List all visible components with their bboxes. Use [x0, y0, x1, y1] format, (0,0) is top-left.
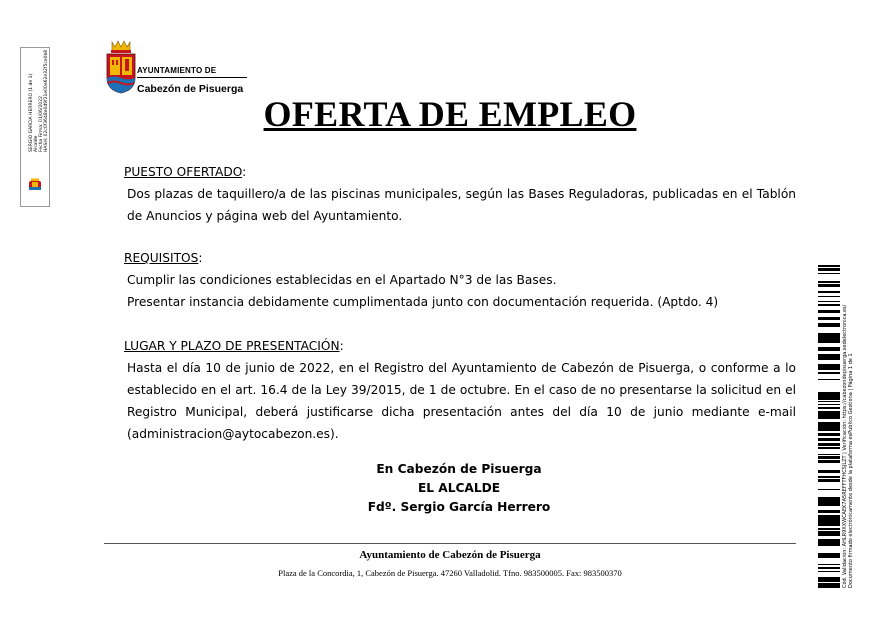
- barcode-bar: [818, 479, 840, 480]
- barcode-bar: [818, 553, 840, 555]
- requisito-item: Presentar instancia debidamente cumplimentada junto con documentación requerida. (Aptdo. 4): [127, 295, 719, 309]
- signature-line: Alcalde: [34, 135, 39, 152]
- barcode-bar: [818, 579, 840, 582]
- barcode-bar: [818, 325, 840, 327]
- section-heading-lugar: LUGAR Y PLAZO DE PRESENTACIÓN:: [124, 339, 344, 353]
- barcode-bar: [818, 541, 840, 544]
- barcode-bar: [818, 504, 840, 506]
- barcode-bar: [818, 518, 840, 521]
- barcode-bar: [818, 586, 840, 588]
- spacer: [124, 227, 796, 247]
- barcode-bar: [818, 367, 840, 369]
- barcode-bar: [818, 433, 840, 436]
- signoff-block: [0, 460, 877, 517]
- barcode-bar: [818, 310, 840, 313]
- heading-text: PUESTO OFERTADO: [124, 165, 243, 179]
- barcode-bar: [818, 395, 840, 397]
- barcode-bar: [818, 270, 840, 271]
- footer-organization: Ayuntamiento de Cabezón de Pisuerga: [359, 549, 541, 561]
- barcode-bar: [818, 401, 840, 402]
- section-heading-requisitos: REQUISITOS:: [124, 251, 203, 265]
- barcode-bar: [818, 350, 840, 351]
- validation-line: Documento firmado electrónicamente desde la plataforma esPublico Gestiona | Página 1 de 1: [848, 353, 854, 588]
- barcode-bar: [818, 268, 840, 270]
- barcode-bar: [818, 347, 840, 350]
- barcode-bar: [818, 429, 840, 431]
- barcode-bar: [818, 323, 840, 325]
- barcode-bar: [818, 284, 840, 287]
- barcode-bar: [818, 534, 840, 536]
- barcode-bar: [818, 372, 840, 374]
- page-title: OFERTA DE EMPLEO: [263, 94, 637, 134]
- barcode-bar: [818, 447, 840, 449]
- barcode-bar: [818, 359, 840, 360]
- validation-line: Cód. Validación: AHLR9XXWCAEK7A5REFFTFHCSJLZT | Verificación: https://cabezondepisuerga.sedelectronica.es/: [842, 304, 848, 588]
- barcode-bar: [818, 427, 840, 429]
- lugar-text: Hasta el día 10 de junio de 2022, en el Registro del Ayuntamiento de Cabezón de Pisuerga, o conforme a lo establecido en el art. 16.4 de la Ley 39/2015, de 1 de octubre. En el caso de no presentarse la solicitud en el Registro Municipal, deberá justificarse dicha presentación antes del día 10 de junio mediante e-mail (administracion@aytocabezon.es).: [127, 361, 796, 441]
- barcode-bar: [818, 355, 840, 357]
- municipal-logo: [104, 38, 254, 98]
- barcode-bar: [818, 397, 840, 400]
- spacer: [124, 313, 796, 335]
- heading-text: REQUISITOS: [124, 251, 199, 265]
- barcode-bar: [818, 564, 840, 565]
- barcode-bar: [818, 417, 840, 419]
- barcode-bar: [818, 522, 840, 523]
- barcode-bar: [818, 523, 840, 526]
- barcode-bar: [818, 500, 840, 501]
- barcode-bar: [818, 412, 840, 414]
- barcode-bar: [818, 301, 840, 302]
- barcode-bar: [818, 369, 840, 370]
- barcode-bar: [818, 407, 840, 409]
- barcode-bar: [818, 462, 840, 463]
- barcode-bar: [818, 281, 840, 283]
- barcode-bar: [818, 511, 840, 513]
- barcode-bar: [818, 340, 840, 343]
- barcode-bar: [818, 393, 840, 395]
- heading-text: LUGAR Y PLAZO DE PRESENTACIÓN: [124, 339, 340, 353]
- barcode-bar: [818, 337, 840, 340]
- barcode-bar: [818, 577, 840, 579]
- barcode-bar: [818, 555, 840, 558]
- barcode-bar: [818, 443, 840, 446]
- requisito-item: Cumplir las condiciones establecidas en el Apartado N°3 de las Bases.: [127, 273, 557, 287]
- barcode-bar: [818, 357, 840, 359]
- barcode-bar: [818, 515, 840, 518]
- signature-line: SERGIO GARCIA HERRERO (1 de 1): [29, 73, 34, 152]
- signoff-name: Fdº. Sergio García Herrero: [367, 500, 551, 514]
- barcode-bar: [818, 461, 840, 462]
- barcode-bar: [818, 333, 840, 334]
- section-heading-puesto: PUESTO OFERTADO:: [124, 165, 247, 179]
- barcode-bar: [818, 296, 840, 297]
- logo-line-2: Cabezón de Pisuerga: [137, 83, 244, 95]
- barcode-bar: [818, 476, 840, 478]
- barcode-bar: [818, 392, 840, 393]
- barcode-bar: [818, 501, 840, 504]
- barcode-bar: [818, 583, 840, 586]
- logo-line-1: AYUNTAMIENTO DE: [137, 66, 217, 75]
- barcode-bar: [818, 411, 840, 412]
- signoff-role: EL ALCALDE: [417, 481, 501, 495]
- barcode-bar: [818, 438, 840, 441]
- validation-text: [842, 266, 868, 588]
- barcode-bar: [818, 480, 840, 482]
- barcode-bar: [818, 567, 840, 569]
- barcode-bar: [818, 291, 840, 293]
- barcode-bar: [818, 317, 840, 320]
- barcode-bar: [818, 414, 840, 417]
- puesto-text: Dos plazas de taquillero/a de las piscinas municipales, según las Bases Reguladoras, publicadas en el Tablón de Anuncios y página web del Ayuntamiento.: [127, 187, 796, 223]
- barcode-bar: [818, 334, 840, 337]
- barcode-bar: [818, 304, 840, 305]
- barcode-bar: [818, 364, 840, 367]
- barcode-bar: [818, 470, 840, 473]
- barcode-bar: [818, 454, 840, 455]
- logo-rule: [137, 77, 247, 78]
- barcode-bar: [818, 305, 840, 306]
- barcode-bar: [818, 424, 840, 427]
- barcode-bar: [818, 571, 840, 572]
- barcode-bar: [818, 456, 840, 459]
- barcode-bar: [818, 422, 840, 424]
- signoff-place: En Cabezón de Pisuerga: [376, 462, 542, 476]
- barcode-bar: [818, 497, 840, 500]
- crest-icon: [28, 178, 42, 192]
- barcode-bar: [818, 379, 840, 380]
- barcode-bar: [818, 273, 840, 274]
- barcode-bar: [818, 544, 840, 546]
- barcode: [818, 265, 840, 588]
- document-body: [124, 161, 796, 445]
- barcode-bar: [818, 510, 840, 511]
- barcode-bar: [818, 489, 840, 490]
- signature-line: HASH: 02c0f3648e0d9f21e00e62e32f5ce0b8: [44, 49, 49, 152]
- barcode-bar: [818, 521, 840, 522]
- coat-of-arms-icon: [104, 38, 138, 96]
- barcode-bar: [818, 528, 840, 530]
- barcode-bar: [818, 354, 840, 355]
- barcode-bar: [818, 531, 840, 534]
- barcode-bar: [818, 460, 840, 461]
- barcode-bar: [818, 265, 840, 267]
- footer-divider: [104, 543, 796, 544]
- footer-address: Plaza de la Concordia, 1, Cabezón de Pisuerga. 47260 Valladolid. Tfno. 983500005. Fax: 983500370: [278, 568, 622, 578]
- barcode-bar: [818, 404, 840, 405]
- signature-line: Fecha Firma: 01/06/2022: [39, 96, 44, 152]
- barcode-bar: [818, 539, 840, 541]
